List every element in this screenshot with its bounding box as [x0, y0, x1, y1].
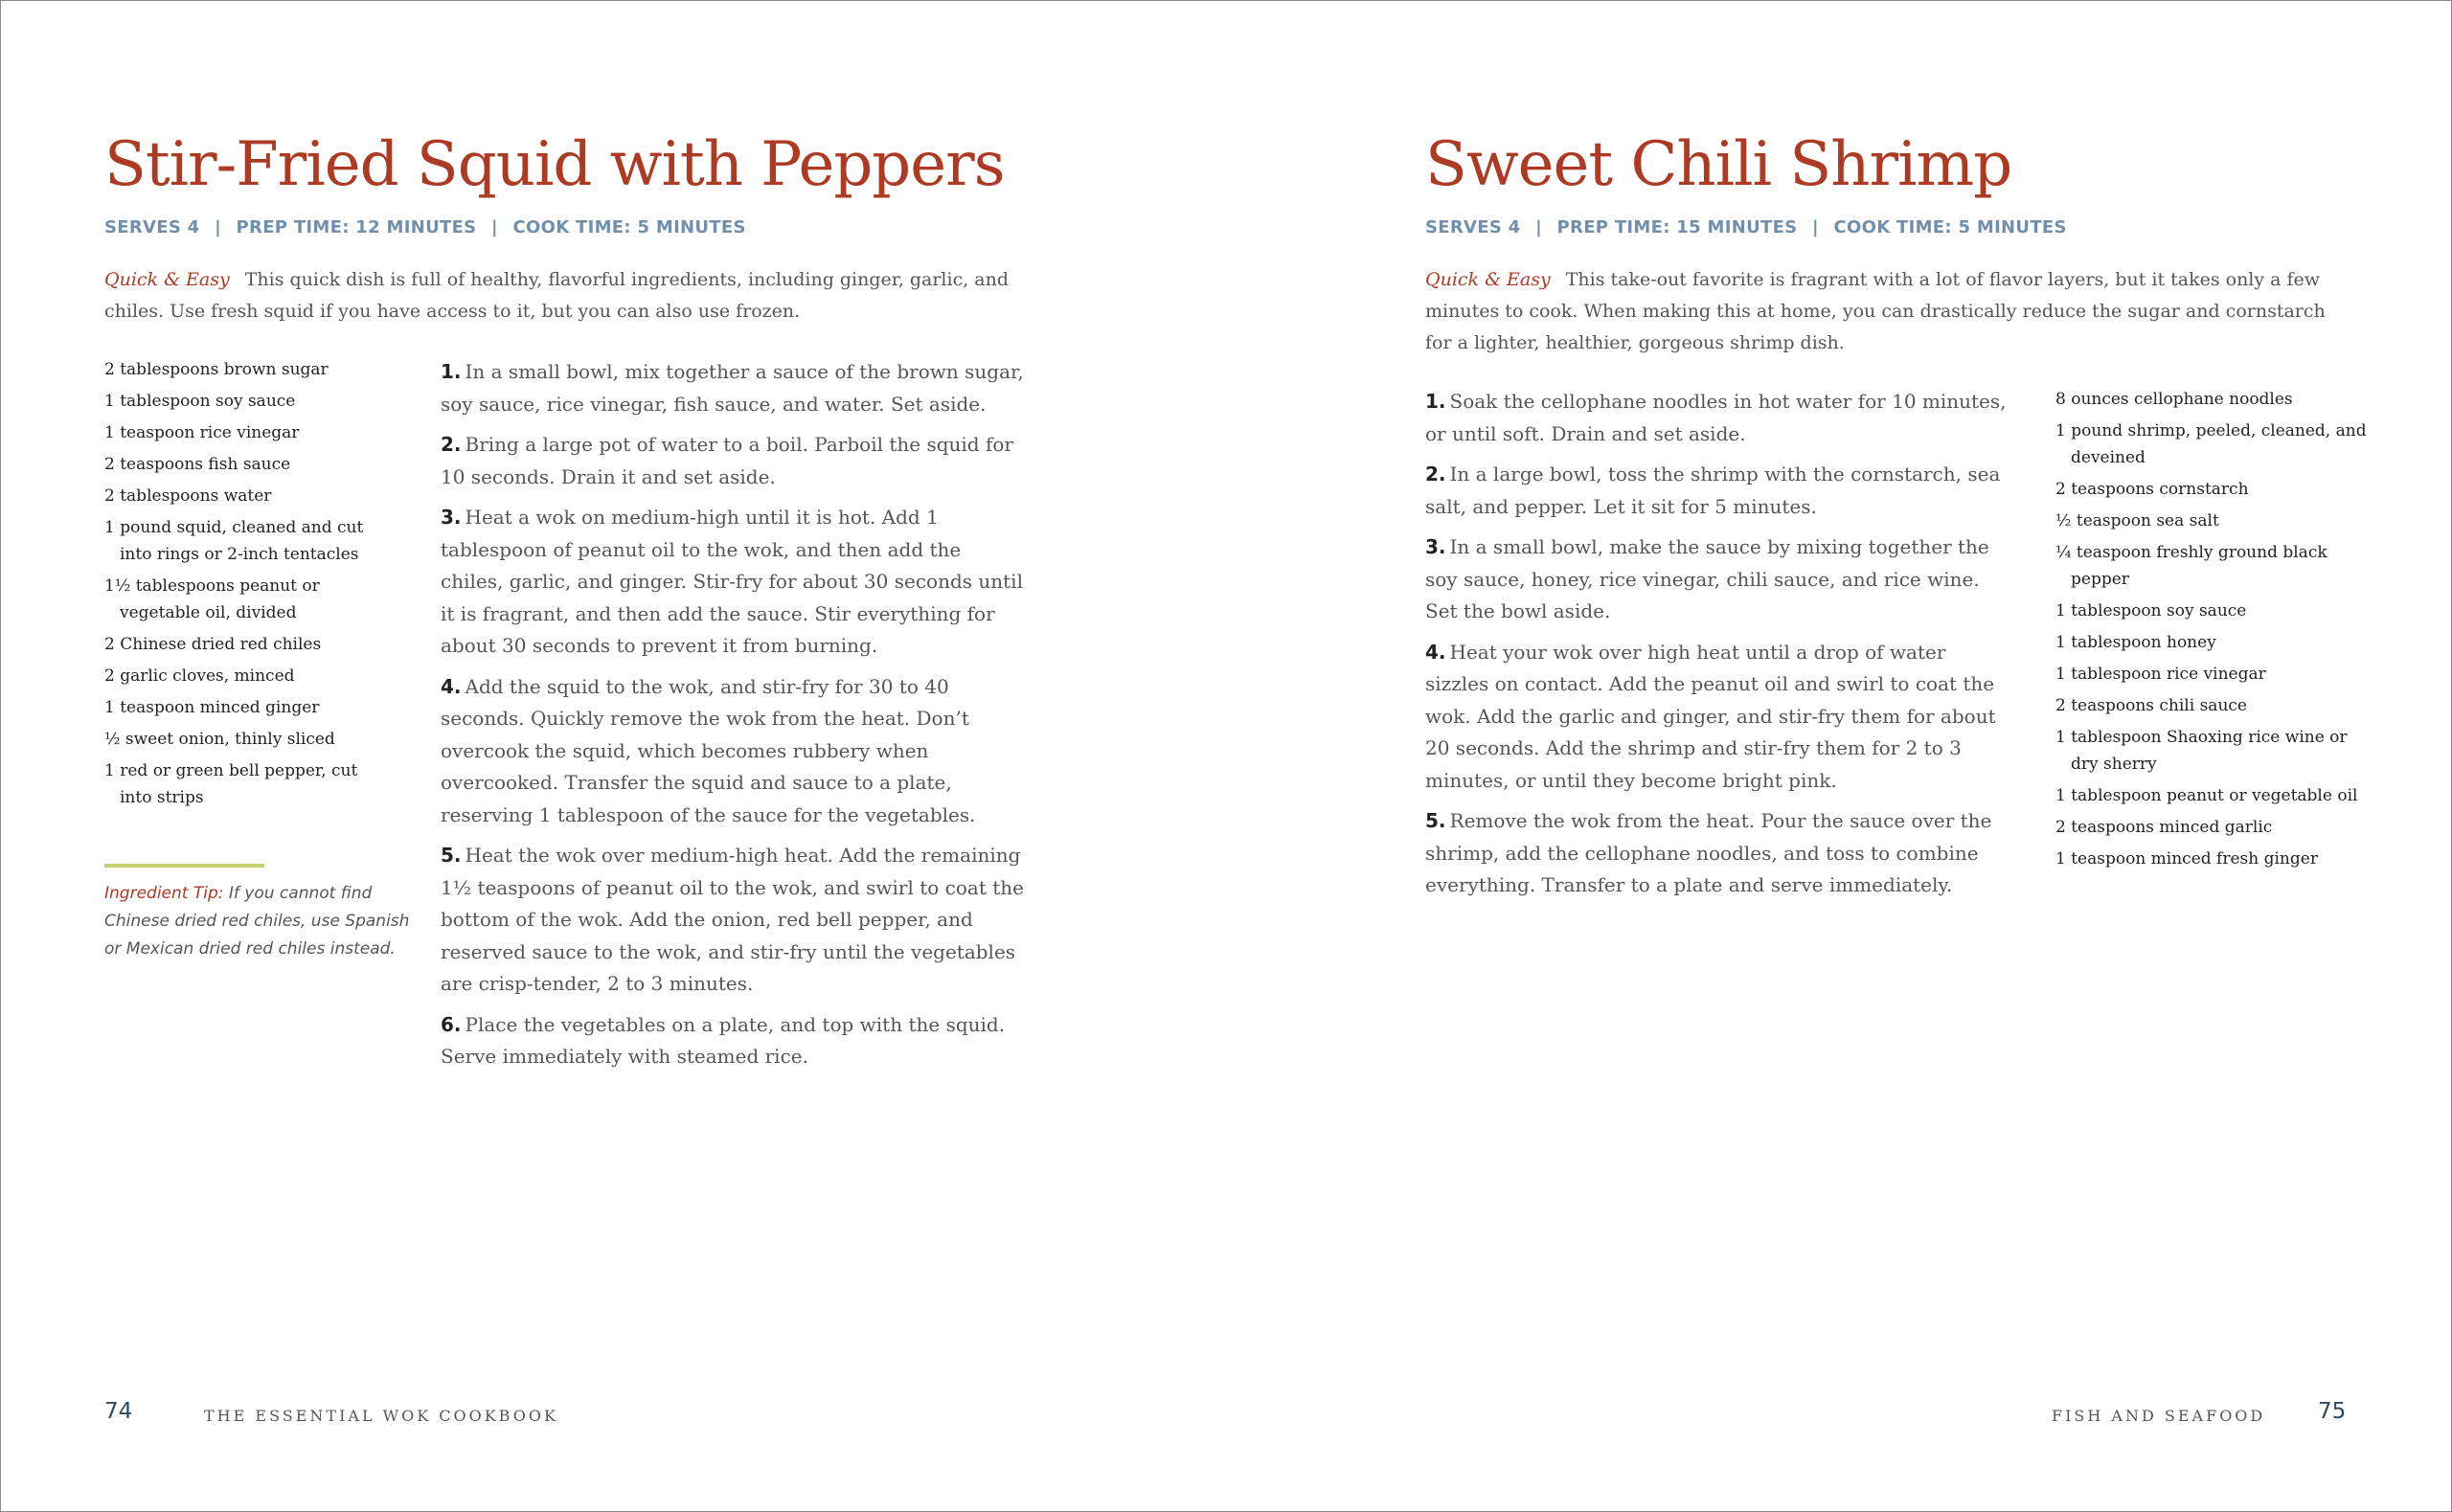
page-number: 74 [104, 1399, 133, 1424]
ingredient-item: 1 teaspoon minced ginger [104, 698, 320, 717]
step-text: In a small bowl, mix together a sauce of the brown sugar, soy sauce, rice vinegar, fish sauce, and water. Set aside. [441, 360, 1024, 416]
ingredient-item: 8 ounces cellophane noodles [2055, 390, 2293, 409]
ingredient-item: 1 teaspoon minced fresh ginger [2055, 849, 2318, 869]
step-item [441, 429, 1025, 493]
step-number: 1. [1425, 390, 1446, 413]
step-text: Bring a large pot of water to a boil. Parboil the squid for 10 seconds. Drain it and set aside. [441, 433, 1013, 488]
running-head: THE ESSENTIAL WOK COOKBOOK [204, 1407, 558, 1425]
meta-separator: | [215, 217, 221, 237]
ingredient-item: 2 teaspoons cornstarch [2055, 480, 2249, 499]
ingredient-list [2055, 386, 2372, 877]
ingredient-item: 1 tablespoon honey [2055, 633, 2216, 652]
ingredient-item: ½ teaspoon sea salt [2055, 511, 2219, 530]
step-number: 4. [441, 674, 462, 698]
ingredient-item: 1 pound squid, cleaned and cut into rings or 2-inch tentacles [104, 518, 364, 564]
prep-time-label: PREP TIME: 12 MINUTES [236, 217, 477, 237]
step-text: Remove the wok from the heat. Pour the sauce over the shrimp, add the cellophane noodles, and toss to combine everything. Transfer to a plate and serve immediately. [1425, 809, 1992, 896]
cook-time-label: COOK TIME: 5 MINUTES [1833, 217, 2067, 237]
ingredient-item: 1 red or green bell pepper, cut into strips [104, 761, 358, 807]
step-text: Heat a wok on medium-high until it is hot. Add 1 tablespoon of peanut oil to the wok, and then add the chiles, garlic, and ginger. Stir-fry for about 30 seconds until it is fragrant, and then add the sauce. Stir everything for about 30 seconds to prevent it from burning. [441, 506, 1023, 657]
tip-divider [104, 864, 264, 868]
step-item [1425, 386, 2009, 450]
ingredient-item: 2 garlic cloves, minced [104, 666, 295, 686]
ingredient-item: 2 tablespoons water [104, 486, 272, 506]
quick-easy-tag: Quick & Easy [104, 269, 230, 290]
ingredient-item: 2 teaspoons minced garlic [2055, 818, 2273, 837]
serves-label: SERVES 4 [1425, 217, 1521, 237]
step-number: 5. [1425, 809, 1446, 832]
intro-text: This take-out favorite is fragrant with a lot of flavor layers, but it takes only a few minutes to cook. When making this at home, you can drastically reduce the sugar and cornstarch for a lighter, healthier, gorgeous shrimp dish. [1425, 269, 2326, 353]
step-list [1425, 386, 2009, 911]
step-item [1425, 459, 2009, 523]
meta-separator: | [1535, 217, 1542, 237]
step-number: 5. [441, 844, 462, 867]
quick-easy-tag: Quick & Easy [1425, 269, 1551, 290]
ingredient-tip [104, 880, 411, 963]
recipe-meta [104, 217, 746, 237]
step-number: 4. [1425, 640, 1446, 664]
ingredient-item: 1 tablespoon peanut or vegetable oil [2055, 786, 2358, 805]
step-item [441, 1009, 1025, 1073]
step-number: 6. [441, 1012, 462, 1036]
step-number: 3. [441, 506, 462, 529]
running-head: FISH AND SEAFOOD [2052, 1407, 2266, 1425]
page-number: 75 [2318, 1399, 2347, 1424]
step-number: 3. [1425, 535, 1446, 558]
step-number: 2. [1425, 463, 1446, 485]
step-item [1425, 531, 2009, 628]
step-item [441, 840, 1025, 1001]
ingredient-item: 1 tablespoon soy sauce [104, 392, 296, 411]
ingredient-item: 1 teaspoon rice vinegar [104, 423, 300, 442]
prep-time-label: PREP TIME: 15 MINUTES [1556, 217, 1798, 237]
ingredient-item: 1 tablespoon soy sauce [2055, 601, 2247, 621]
step-number: 2. [441, 433, 462, 456]
step-text: Heat your wok over high heat until a drop of water sizzles on contact. Add the peanut oil and swirl to coat the wok. Add the garlic and ginger, and stir-fry them for about 20 seconds. Add the shrimp and stir-fry them for 2 to 3 minutes, or until they become bright pink. [1425, 640, 1996, 792]
cook-time-label: COOK TIME: 5 MINUTES [512, 217, 746, 237]
step-list [441, 356, 1025, 1082]
ingredient-item: 1 tablespoon Shaoxing rice wine or dry sherry [2055, 728, 2348, 774]
tip-text: If you cannot find Chinese dried red chiles, use Spanish or Mexican dried red chiles instead. [104, 884, 410, 959]
recipe-meta [1425, 217, 2067, 237]
right-page [1226, 1, 2451, 1511]
meta-separator: | [491, 217, 498, 237]
step-text: Soak the cellophane noodles in hot water for 10 minutes, or until soft. Drain and set aside. [1425, 390, 2007, 445]
ingredient-list [104, 356, 392, 816]
ingredient-item: 2 Chinese dried red chiles [104, 635, 322, 654]
step-item [1425, 637, 2009, 798]
tip-label: Ingredient Tip: [104, 884, 224, 903]
serves-label: SERVES 4 [104, 217, 200, 237]
intro-text: This quick dish is full of healthy, flavorful ingredients, including ginger, garlic, and chiles. Use fresh squid if you have access to it, but you can also use frozen. [104, 269, 1010, 322]
step-text: Heat the wok over medium-high heat. Add the remaining 1½ teaspoons of peanut oil to the wok, and swirl to coat the bottom of the wok. Add the onion, red bell pepper, and reserved sauce to the wok, and stir-fry until the vegetables are crisp-tender, 2 to 3 minutes. [441, 844, 1024, 995]
step-item [1425, 805, 2009, 902]
step-item [441, 356, 1025, 420]
step-text: In a small bowl, make the sauce by mixing together the soy sauce, honey, rice vinegar, chili sauce, and rice wine. Set the bowl aside. [1425, 535, 1989, 622]
left-page [1, 1, 1226, 1511]
recipe-title: Sweet Chili Shrimp [1425, 129, 2012, 200]
ingredient-item: 2 tablespoons brown sugar [104, 360, 329, 379]
meta-separator: | [1812, 217, 1819, 237]
ingredient-item: 2 teaspoons chili sauce [2055, 696, 2247, 715]
ingredient-item: 1½ tablespoons peanut or vegetable oil, divided [104, 576, 320, 622]
ingredient-item: 1 tablespoon rice vinegar [2055, 665, 2266, 684]
step-text: In a large bowl, toss the shrimp with the cornstarch, sea salt, and pepper. Let it sit for 5 minutes. [1425, 463, 2001, 518]
step-text: Add the squid to the wok, and stir-fry for 30 to 40 seconds. Quickly remove the wok from the heat. Don’t overcook the squid, which becomes rubbery when overcooked. Transfer the squid and sauce to a plate, reserving 1 tablespoon of the sauce for the vegetables. [441, 674, 976, 826]
ingredient-item: ½ sweet onion, thinly sliced [104, 730, 335, 749]
recipe-intro [1425, 264, 2354, 359]
step-item [441, 502, 1025, 663]
recipe-intro [104, 264, 1024, 327]
step-text: Place the vegetables on a plate, and top with the squid. Serve immediately with steamed rice. [441, 1012, 1006, 1068]
step-item [441, 671, 1025, 832]
step-number: 1. [441, 360, 462, 383]
ingredient-item: ¼ teaspoon freshly ground black pepper [2055, 543, 2327, 589]
recipe-title: Stir-Fried Squid with Peppers [104, 129, 1005, 200]
ingredient-item: 2 teaspoons fish sauce [104, 455, 291, 474]
ingredient-item: 1 pound shrimp, peeled, cleaned, and deveined [2055, 421, 2367, 467]
